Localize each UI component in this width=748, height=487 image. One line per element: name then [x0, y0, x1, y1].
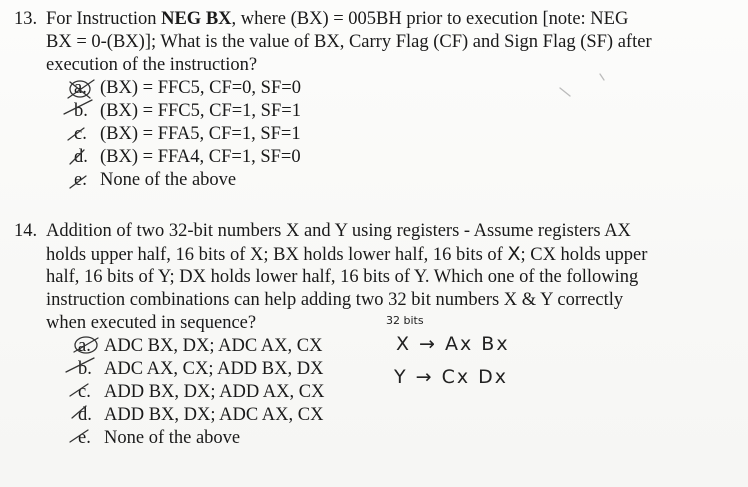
- question-14: [14, 220, 734, 460]
- option-letter: b.: [74, 101, 88, 121]
- option-text: ADD BX, DX; ADC AX, CX: [104, 405, 324, 425]
- question-14-option-b[interactable]: [78, 358, 323, 380]
- question-13-number: 13.: [14, 9, 38, 29]
- question-14-line-2: [46, 243, 647, 266]
- question-14-line-2-post: ; CX holds upper: [520, 245, 648, 265]
- question-14-option-a[interactable]: [78, 335, 322, 357]
- handwritten-y-note: Y → Cx Dx: [394, 366, 509, 388]
- option-text: ADD BX, DX; ADD AX, CX: [104, 382, 325, 402]
- question-14-handwritten-x: X: [507, 243, 521, 265]
- question-13-line-3: execution of the instruction?: [46, 55, 258, 75]
- question-14-option-d[interactable]: [78, 404, 323, 426]
- question-14-line-5: when executed in sequence?: [46, 313, 257, 333]
- question-14-line-3: half, 16 bits of Y; DX holds lower half, 16 bits of Y. Which one of the following: [46, 267, 639, 287]
- question-13-option-a[interactable]: [74, 77, 301, 99]
- question-13-text-post: , where (BX) = 005BH prior to execution [note: NEG: [231, 9, 629, 29]
- option-letter: a.: [78, 336, 91, 356]
- option-letter: d.: [78, 405, 92, 425]
- question-13-option-e[interactable]: [74, 169, 236, 191]
- question-14-line-2-pre: holds upper half, 16 bits of X; BX holds lower half, 16 bits of: [46, 245, 508, 265]
- option-letter: a.: [74, 78, 87, 98]
- question-13: [14, 8, 734, 198]
- option-letter: c.: [74, 124, 87, 144]
- option-letter: e.: [74, 170, 87, 190]
- question-14-line-4: instruction combinations can help adding two 32 bit numbers X & Y correctly: [46, 290, 624, 310]
- question-14-option-c[interactable]: [78, 381, 324, 403]
- question-13-line-1: [46, 8, 628, 30]
- option-letter: b.: [78, 359, 92, 379]
- question-13-option-c[interactable]: [74, 123, 301, 145]
- option-text: (BX) = FFC5, CF=1, SF=1: [100, 101, 301, 121]
- option-letter: c.: [78, 382, 91, 402]
- option-text: (BX) = FFC5, CF=0, SF=0: [100, 78, 301, 98]
- question-14-option-e[interactable]: [78, 427, 240, 449]
- option-text: None of the above: [100, 170, 237, 190]
- question-13-line-2: BX = 0-(BX)]; What is the value of BX, Carry Flag (CF) and Sign Flag (SF) after: [46, 32, 652, 52]
- handwritten-bits-note: 32 bits: [386, 314, 424, 327]
- option-letter: d.: [74, 147, 88, 167]
- option-text: ADC BX, DX; ADC AX, CX: [104, 336, 323, 356]
- option-letter: e.: [78, 428, 91, 448]
- question-13-text-pre: For Instruction: [46, 9, 162, 29]
- option-text: ADC AX, CX; ADD BX, DX: [104, 359, 324, 379]
- option-text: (BX) = FFA5, CF=1, SF=1: [100, 124, 301, 144]
- option-text: None of the above: [104, 428, 241, 448]
- question-14-number: 14.: [14, 221, 38, 241]
- option-text: (BX) = FFA4, CF=1, SF=0: [100, 147, 301, 167]
- question-13-option-b[interactable]: [74, 100, 301, 122]
- question-14-line-1: Addition of two 32-bit numbers X and Y using registers - Assume registers AX: [46, 221, 631, 241]
- question-13-instruction: NEG BX: [161, 9, 232, 29]
- handwritten-x-note: X → Ax Bx: [396, 333, 510, 355]
- question-13-option-d[interactable]: [74, 146, 301, 168]
